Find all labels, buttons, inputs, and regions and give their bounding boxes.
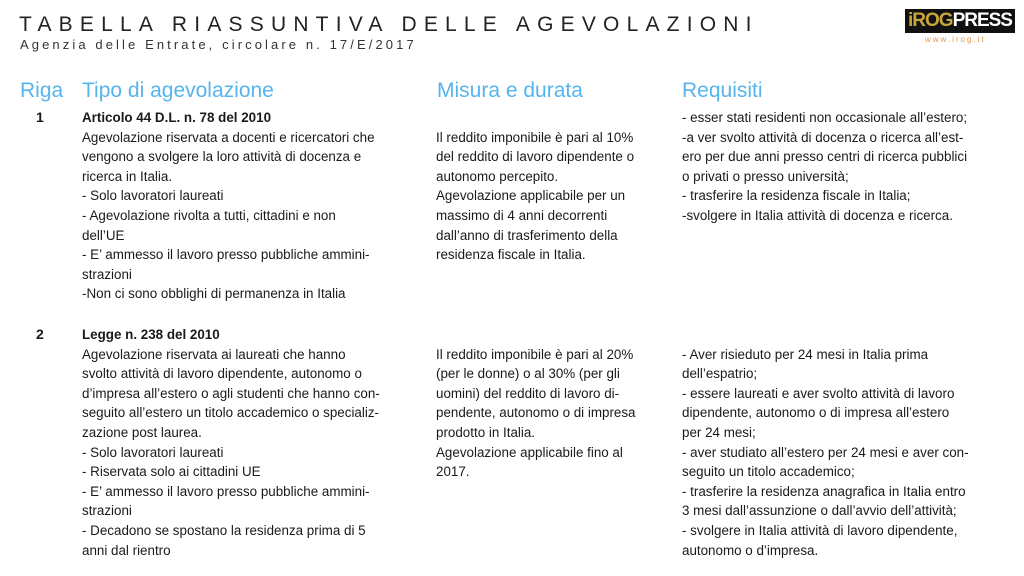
text-line: - Aver risieduto per 24 mesi in Italia prima [682, 346, 929, 362]
text-line: strazioni [82, 503, 132, 519]
text-line: dipendente, autonomo o di impresa all’estero [682, 405, 950, 421]
text-line: del reddito di lavoro dipendente o [436, 149, 635, 165]
text-line: - trasferire la residenza anagrafica in Italia entro [682, 483, 966, 499]
header-riga: Riga [20, 79, 64, 102]
text-line: strazioni [82, 266, 132, 282]
requisiti-cell [682, 108, 967, 226]
text-line: pendente, autonomo o di impresa [436, 405, 636, 421]
irogpress-logo: iROGPRESS [905, 9, 1015, 33]
text-line: (per le donne) o al 30% (per gli [436, 366, 620, 382]
text-line: massimo di 4 anni decorrenti [436, 207, 608, 223]
text-line: - svolgere in Italia attività di lavoro dipendente, [682, 522, 958, 538]
row-number: 1 [36, 109, 44, 125]
text-line: prodotto in Italia. [436, 424, 536, 440]
text-line: dall’anno di trasferimento della [436, 227, 618, 243]
text-line: - E’ ammesso il lavoro presso pubbliche ammini- [82, 483, 370, 499]
text-line: zazione post laurea. [82, 424, 202, 440]
misura-cell [436, 128, 634, 265]
text-line: Il reddito imponibile è pari al 10% [436, 129, 634, 145]
text-line: per 24 mesi; [682, 424, 756, 440]
text-line: - Riservata solo ai cittadini UE [82, 464, 261, 480]
row-number: 2 [36, 326, 44, 342]
header-requisiti: Requisiti [682, 79, 763, 102]
tipo-cell [82, 325, 380, 560]
text-line: -Non ci sono obblighi di permanenza in Italia [82, 286, 346, 302]
text-line: svolto attività di lavoro dipendente, autonomo o [82, 366, 362, 382]
text-line: Agevolazione riservata a docenti e ricercatori che [82, 129, 375, 145]
text-line: d’impresa all’estero o agli studenti che hanno con- [82, 385, 380, 401]
text-line: o privati o presso università; [682, 168, 849, 184]
header-tipo: Tipo di agevolazione [82, 79, 274, 102]
text-line: residenza fiscale in Italia. [436, 247, 586, 263]
page-subtitle: Agenzia delle Entrate, circolare n. 17/E/2017 [20, 37, 417, 52]
page-title: TABELLA RIASSUNTIVA DELLE AGEVOLAZIONI [19, 13, 759, 36]
text-line: -svolgere in Italia attività di docenza e ricerca. [682, 207, 953, 223]
text-line: - E’ ammesso il lavoro presso pubbliche ammini- [82, 247, 370, 263]
tipo-title: Articolo 44 D.L. n. 78 del 2010 [82, 110, 272, 125]
text-line: Agevolazione applicabile per un [436, 188, 626, 204]
text-line: - Solo lavoratori laureati [82, 188, 224, 204]
text-line: ero per due anni presso centri di ricerca pubblici [682, 149, 968, 165]
tipo-title: Legge n. 238 del 2010 [82, 327, 220, 342]
text-line: - Agevolazione rivolta a tutti, cittadini e non [82, 207, 336, 223]
text-line: dell’UE [82, 227, 125, 243]
text-line: - trasferire la residenza fiscale in Italia; [682, 188, 911, 204]
text-line: Agevolazione riservata ai laureati che hanno [82, 346, 346, 362]
text-line: vengono a svolgere la loro attività di docenza e [82, 149, 362, 165]
text-line: 3 mesi dall’assunzione o dall’avvio dell’attività; [682, 503, 957, 519]
text-line: dell’espatrio; [682, 366, 758, 382]
tipo-cell [82, 108, 375, 304]
text-line: Il reddito imponibile è pari al 20% [436, 346, 634, 362]
text-line: autonomo o d’impresa. [682, 542, 819, 558]
header-misura: Misura e durata [437, 79, 583, 102]
text-line: seguito un titolo accademico; [682, 464, 855, 480]
text-line: - aver studiato all’estero per 24 mesi e aver con- [682, 444, 969, 460]
text-line: uomini) del reddito di lavoro di- [436, 385, 620, 401]
text-line: seguito all’estero un titolo accademico o specializ- [82, 405, 379, 421]
misura-cell [436, 345, 636, 482]
text-line: - Solo lavoratori laureati [82, 444, 224, 460]
text-line: - Decadono se spostano la residenza prima di 5 [82, 522, 366, 538]
requisiti-cell [682, 345, 969, 561]
text-line: Agevolazione applicabile fino al [436, 444, 623, 460]
text-line: - essere laureati e aver svolto attività di lavoro [682, 385, 955, 401]
text-line: -a ver svolto attività di docenza o ricerca all’est- [682, 129, 964, 145]
logo-url: www.irog.it [925, 35, 986, 44]
text-line: autonomo percepito. [436, 168, 559, 184]
text-line: anni dal rientro [82, 542, 171, 558]
text-line: - esser stati residenti non occasionale all’estero; [682, 110, 968, 125]
text-line: ricerca in Italia. [82, 168, 173, 184]
text-line: 2017. [436, 464, 470, 480]
